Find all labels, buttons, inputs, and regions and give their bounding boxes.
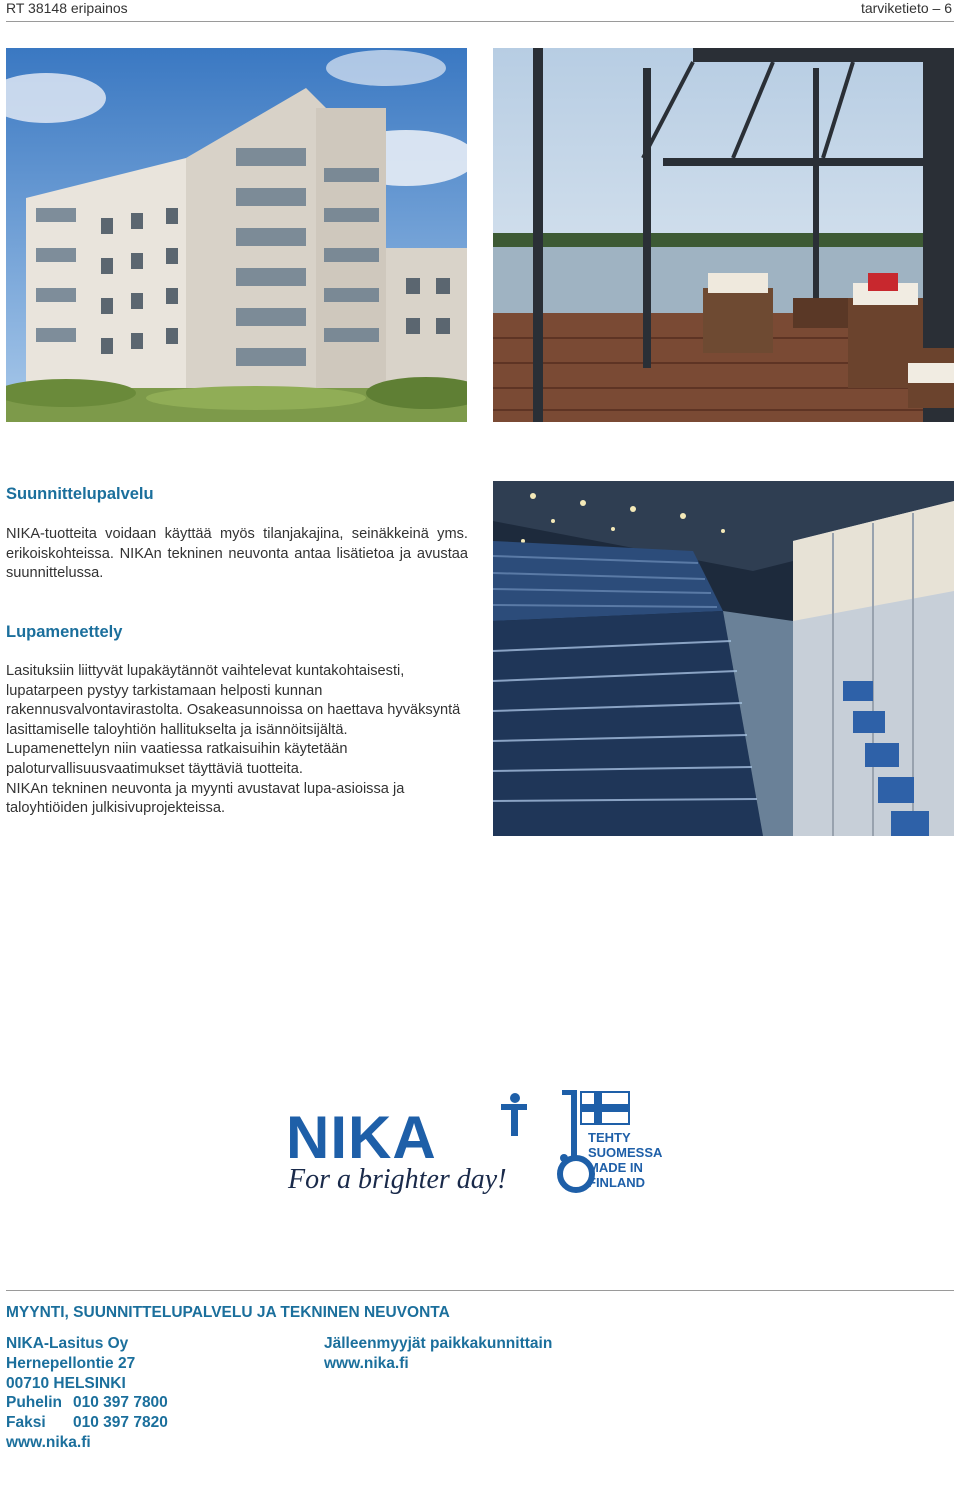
photo-apartment-building bbox=[6, 48, 467, 422]
logo-area bbox=[286, 1090, 686, 1210]
heading-lupamenettely: Lupamenettely bbox=[6, 623, 123, 641]
postal-city: 00710 HELSINKI bbox=[6, 1374, 126, 1392]
paragraph-lupamenettely bbox=[6, 662, 468, 819]
phone-label: Puhelin bbox=[6, 1394, 62, 1412]
fax-number: 010 397 7820 bbox=[73, 1414, 168, 1432]
fax-row bbox=[6, 1413, 168, 1433]
document-code: RT 38148 eripainos bbox=[6, 0, 128, 16]
nika-logo-wordmark: NIKA bbox=[286, 1104, 437, 1171]
key-flag-line-1: TEHTY SUOMESSA bbox=[588, 1130, 663, 1160]
fax-label: Faksi bbox=[6, 1414, 46, 1432]
nika-figure-icon bbox=[491, 1092, 527, 1136]
company-name: NIKA-Lasitus Oy bbox=[6, 1335, 129, 1352]
resellers-link[interactable]: www.nika.fi bbox=[324, 1354, 409, 1372]
page-label: tarviketieto – 6 bbox=[860, 0, 952, 16]
key-flag-line-2: MADE IN FINLAND bbox=[588, 1160, 646, 1190]
nika-tagline: For a brighter day! bbox=[288, 1164, 507, 1195]
resellers-block bbox=[324, 1334, 552, 1374]
heading-suunnittelupalvelu: Suunnittelupalvelu bbox=[6, 485, 154, 503]
photo-glazed-terrace bbox=[493, 48, 954, 422]
paragraph-suunnittelupalvelu bbox=[6, 525, 468, 584]
footer-heading: MYYNTI, SUUNNITTELUPALVELU JA TEKNINEN NEUVONTA bbox=[6, 1304, 450, 1321]
paragraph-text: NIKA-tuotteita voidaan käyttää myös tilanjakajina, seinäkkeinä yms. erikoiskohteissa. NIKAn tekninen neuvonta antaa lisätietoa ja avustaa suunnittelussa. bbox=[6, 526, 468, 582]
phone-number: 010 397 7800 bbox=[72, 1394, 168, 1412]
phone-row bbox=[6, 1393, 168, 1413]
paragraph-text: NIKAn tekninen neuvonta ja myynti avustavat lupa-asioissa ja taloyhtiöiden julkisivuprojekteissa. bbox=[6, 780, 405, 817]
paragraph-text: Lasituksiin liittyvät lupakäytännöt vaihtelevat kuntakohtaisesti, lupatarpeen pystyy tarkistamaan helposti kunnan rakennusvalvontavirastolta. Osakeasunnoissa on haettava hyväksyntä lasittamiselle taloyhtiön hallitukselta ja isännöitsijältä. bbox=[6, 663, 461, 738]
website-link[interactable]: www.nika.fi bbox=[6, 1433, 91, 1451]
header-divider bbox=[6, 21, 954, 22]
contact-block bbox=[6, 1334, 168, 1453]
street-address: Hernepellontie 27 bbox=[6, 1354, 136, 1372]
photo-arena-glazing bbox=[493, 481, 954, 836]
key-flag-text bbox=[588, 1130, 686, 1190]
footer-divider bbox=[6, 1290, 954, 1291]
paragraph-text: Lupamenettelyn niin vaatiessa ratkaisuihin käytetään paloturvallisuusvaatimukset täyttäviä tuotteita. bbox=[6, 741, 348, 777]
resellers-label: Jälleenmyyjät paikkakunnittain bbox=[324, 1335, 553, 1352]
